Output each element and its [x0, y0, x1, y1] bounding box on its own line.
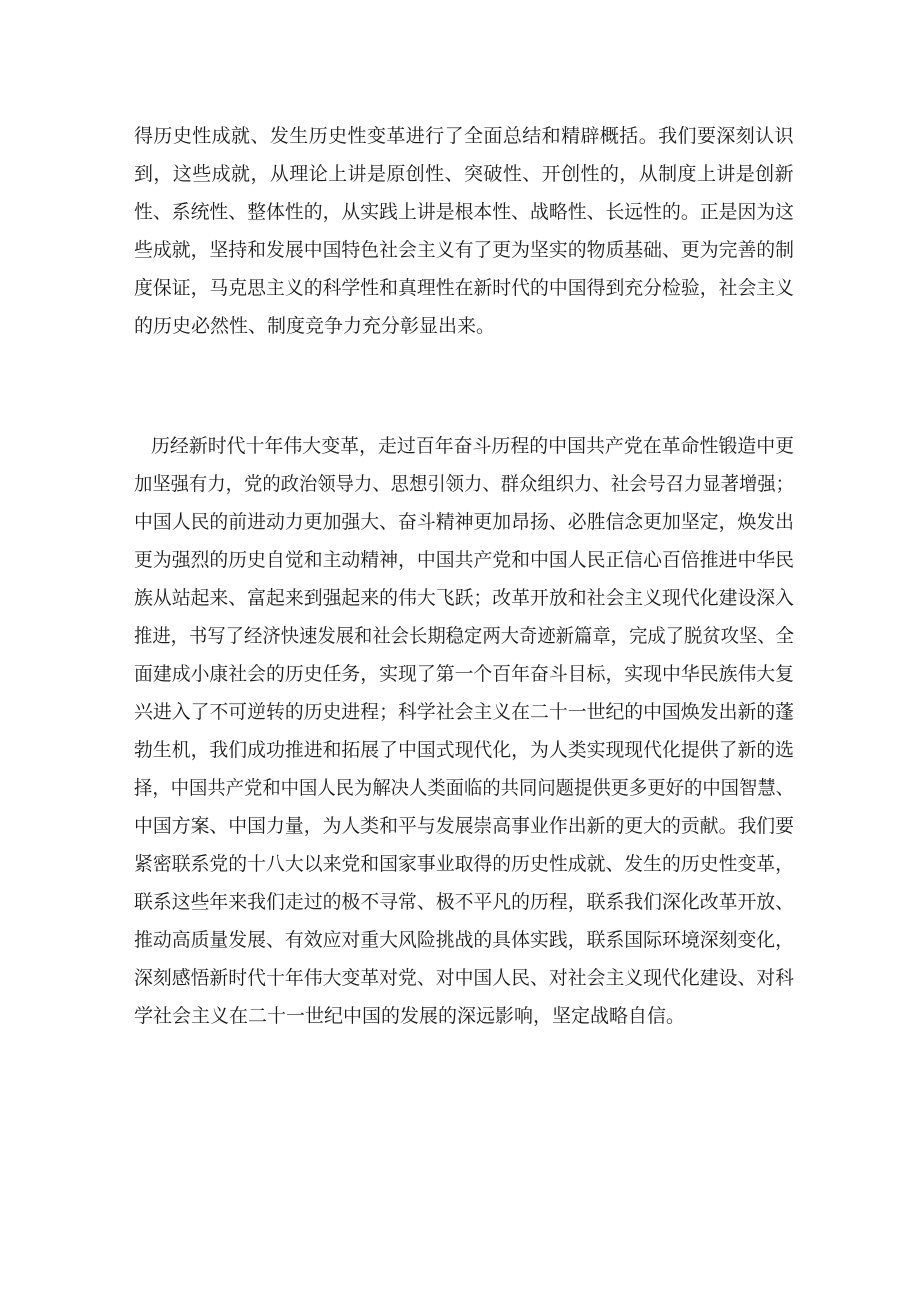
- text-line: 推动高质量发展、有效应对重大风险挑战的具体实践，联系国际环境深刻变化，: [134, 929, 794, 951]
- text-line: 加坚强有力，党的政治领导力、思想引领力、群众组织力、社会号召力显著增强；: [134, 473, 794, 495]
- text-line: 得历史性成就、发生历史性变革进行了全面总结和精辟概括。我们要深刻认识: [134, 125, 794, 147]
- text-line: 到，这些成就，从理论上讲是原创性、突破性、开创性的，从制度上讲是创新: [134, 163, 794, 185]
- text-line: 的历史必然性、制度竞争力充分彰显出来。: [134, 315, 496, 337]
- paragraph-1: [134, 117, 794, 345]
- text-line: 联系这些年来我们走过的极不寻常、极不平凡的历程，联系我们深化改革开放、: [134, 891, 794, 913]
- text-line: 度保证，马克思主义的科学性和真理性在新时代的中国得到充分检验，社会主义: [134, 277, 794, 299]
- text-line: 紧密联系党的十八大以来党和国家事业取得的历史性成就、发生的历史性变革，: [134, 853, 794, 875]
- text-line: 族从站起来、富起来到强起来的伟大飞跃；改革开放和社会主义现代化建设深入: [134, 587, 794, 609]
- text-line: 中国方案、中国力量，为人类和平与发展崇高事业作出新的更大的贡献。我们要: [134, 815, 794, 837]
- text-line: 更为强烈的历史自觉和主动精神，中国共产党和中国人民正信心百倍推进中华民: [134, 549, 794, 571]
- text-line: 深刻感悟新时代十年伟大变革对党、对中国人民、对社会主义现代化建设、对科: [134, 967, 794, 989]
- text-line: 推进，书写了经济快速发展和社会长期稳定两大奇迹新篇章，完成了脱贫攻坚、全: [134, 625, 794, 647]
- text-line: 些成就，坚持和发展中国特色社会主义有了更为坚实的物质基础、更为完善的制: [134, 239, 794, 261]
- text-line: 中国人民的前进动力更加强大、奋斗精神更加昂扬、必胜信念更加坚定，焕发出: [134, 511, 794, 533]
- paragraph-2: [134, 427, 794, 1035]
- text-line: 兴进入了不可逆转的历史进程；科学社会主义在二十一世纪的中国焕发出新的蓬: [134, 701, 794, 723]
- text-line: 面建成小康社会的历史任务，实现了第一个百年奋斗目标，实现中华民族伟大复: [134, 663, 794, 685]
- text-line: 历经新时代十年伟大变革，走过百年奋斗历程的中国共产党在革命性锻造中更: [151, 435, 794, 457]
- text-line: 勃生机，我们成功推进和拓展了中国式现代化，为人类实现现代化提供了新的选: [134, 739, 794, 761]
- text-line: 择，中国共产党和中国人民为解决人类面临的共同问题提供更多更好的中国智慧、: [134, 777, 794, 799]
- text-line: 学社会主义在二十一世纪中国的发展的深远影响，坚定战略自信。: [134, 1005, 686, 1027]
- text-line: 性、系统性、整体性的，从实践上讲是根本性、战略性、长远性的。正是因为这: [134, 201, 794, 223]
